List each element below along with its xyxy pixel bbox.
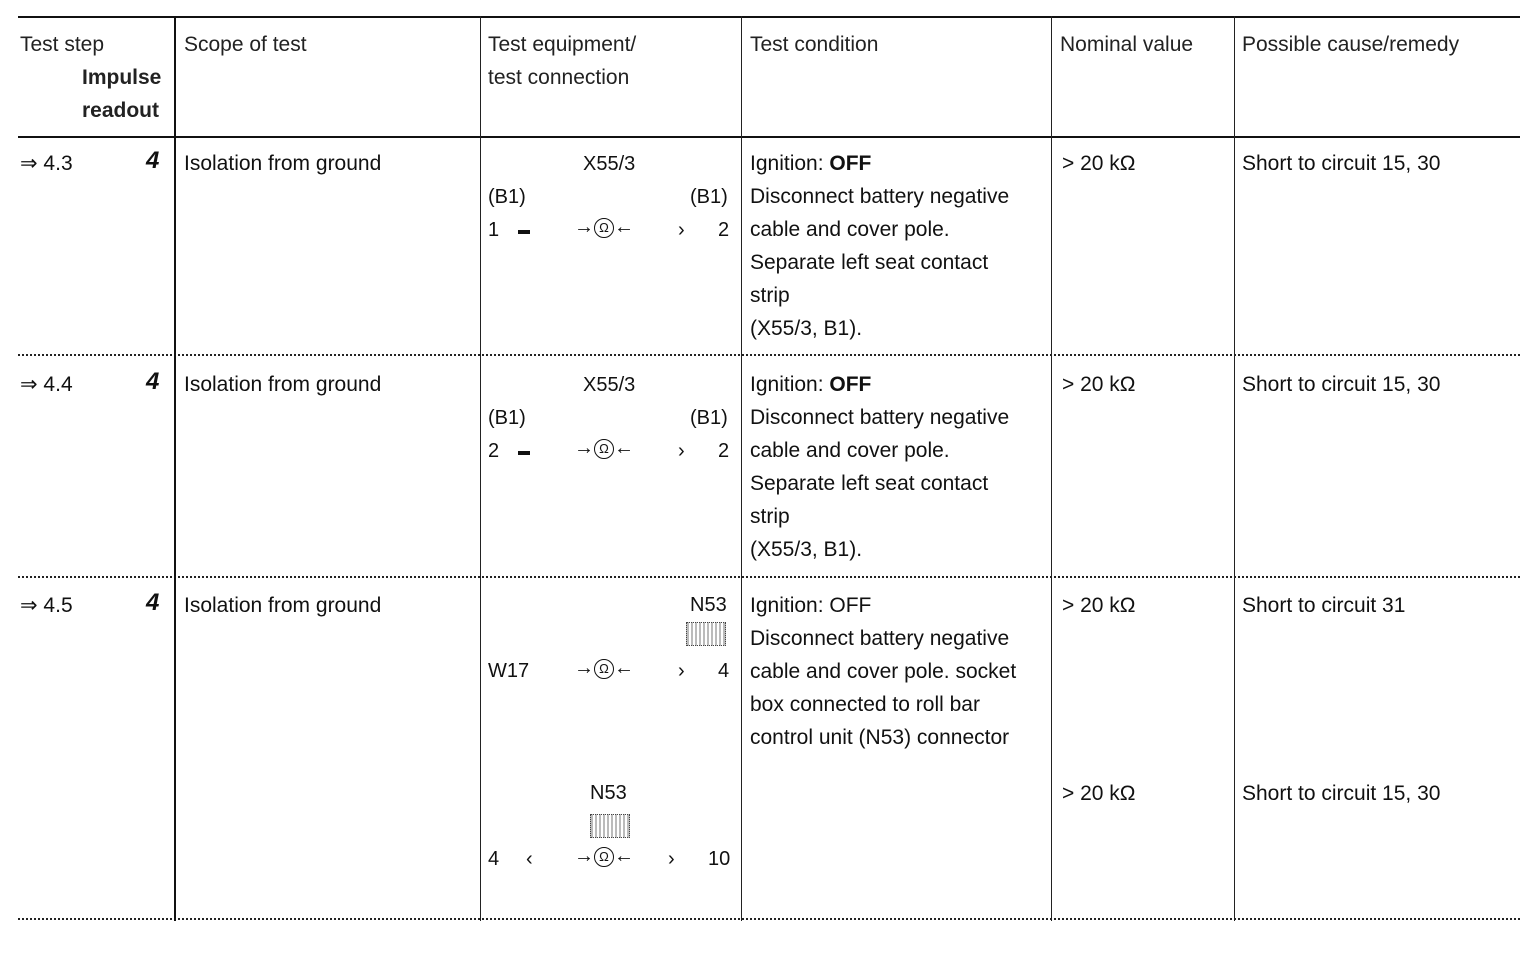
column-divider (1051, 16, 1052, 921)
right-pin: 2 (718, 219, 730, 241)
ohmmeter-icon: → Ω ← (574, 216, 634, 238)
condition-label: Ignition: (750, 152, 830, 175)
header-nominal: Nominal value (1060, 33, 1194, 56)
header-cause: Possible cause/remedy (1242, 33, 1460, 56)
connector-box-icon (686, 622, 726, 646)
plug-icon (518, 230, 530, 234)
condition-first (750, 147, 871, 180)
impulse-readout: 4 (146, 368, 160, 395)
socket-icon: › (678, 660, 685, 682)
condition-state: OFF (829, 152, 872, 175)
socket-icon: ‹ (526, 848, 533, 870)
row-divider (18, 918, 1520, 920)
header-test-step: Test step (20, 33, 105, 56)
ohmmeter-icon: → Ω ← (574, 437, 634, 459)
left-tag: (B1) (488, 407, 526, 429)
condition-line: (X55/3, B1). (750, 317, 863, 340)
cause-text: Short to circuit 15, 30 (1242, 152, 1441, 175)
header-condition: Test condition (750, 33, 879, 56)
condition-line: cable and cover pole. (750, 439, 950, 462)
table-top-rule (18, 16, 1520, 18)
header-equipment-2: test connection (488, 66, 630, 89)
plug-icon (518, 451, 530, 455)
nominal-value: > 20 kΩ (1062, 373, 1136, 396)
left-tag: (B1) (488, 186, 526, 208)
right-pin: 4 (718, 660, 730, 682)
socket-icon: › (668, 848, 675, 870)
column-divider (174, 16, 176, 921)
step-number: ⇒ 4.3 (20, 152, 73, 175)
nominal-value: > 20 kΩ (1062, 152, 1136, 175)
test-table (18, 16, 1520, 921)
condition-line: strip (750, 505, 790, 528)
header-equipment-1: Test equipment/ (488, 33, 637, 56)
nominal-value: > 20 kΩ (1062, 594, 1136, 617)
cause-text: Short to circuit 15, 30 (1242, 782, 1441, 805)
socket-icon: › (678, 219, 685, 241)
scope-text: Isolation from ground (184, 594, 382, 617)
connector-label: N53 (690, 594, 727, 616)
condition-state: OFF (829, 373, 872, 396)
scope-text: Isolation from ground (184, 152, 382, 175)
condition-line: Separate left seat contact (750, 251, 989, 274)
wire-label: W17 (488, 660, 530, 682)
connector-label: N53 (590, 782, 627, 804)
ohmmeter-icon: → Ω ← (574, 845, 634, 867)
header-readout: readout (82, 99, 160, 122)
cause-text: Short to circuit 31 (1242, 594, 1406, 617)
scope-text: Isolation from ground (184, 373, 382, 396)
left-pin: 4 (488, 848, 500, 870)
condition-line: box connected to roll bar (750, 693, 980, 716)
condition-line: Disconnect battery negative (750, 406, 1010, 429)
header-scope: Scope of test (184, 33, 307, 56)
right-pin: 2 (718, 440, 730, 462)
right-tag: (B1) (690, 407, 728, 429)
condition-line: cable and cover pole. socket (750, 660, 1017, 683)
ohmmeter-icon: → Ω ← (574, 657, 634, 679)
condition-line: (X55/3, B1). (750, 538, 863, 561)
row-divider (18, 576, 1520, 578)
nominal-value: > 20 kΩ (1062, 782, 1136, 805)
column-divider (480, 16, 481, 921)
impulse-readout: 4 (146, 147, 160, 174)
left-pin: 2 (488, 440, 500, 462)
step-number: ⇒ 4.5 (20, 594, 73, 617)
impulse-readout: 4 (146, 589, 160, 616)
condition-line: Separate left seat contact (750, 472, 989, 495)
condition-line: Disconnect battery negative (750, 185, 1010, 208)
right-pin: 10 (708, 848, 731, 870)
header-rule (18, 136, 1520, 138)
left-pin: 1 (488, 219, 500, 241)
condition-label: Ignition: OFF (750, 594, 872, 617)
connector-label: X55/3 (583, 374, 636, 396)
right-tag: (B1) (690, 186, 728, 208)
condition-line: control unit (N53) connector (750, 726, 1010, 749)
step-number: ⇒ 4.4 (20, 373, 73, 396)
condition-line: cable and cover pole. (750, 218, 950, 241)
socket-icon: › (678, 440, 685, 462)
condition-line: Disconnect battery negative (750, 627, 1010, 650)
header-impulse: Impulse (82, 66, 162, 89)
cause-text: Short to circuit 15, 30 (1242, 373, 1441, 396)
row-divider (18, 354, 1520, 356)
column-divider (1234, 16, 1235, 921)
condition-first (750, 368, 871, 401)
condition-label: Ignition: (750, 373, 830, 396)
connector-box-icon (590, 814, 630, 838)
column-divider (741, 16, 742, 921)
condition-line: strip (750, 284, 790, 307)
connector-label: X55/3 (583, 153, 636, 175)
